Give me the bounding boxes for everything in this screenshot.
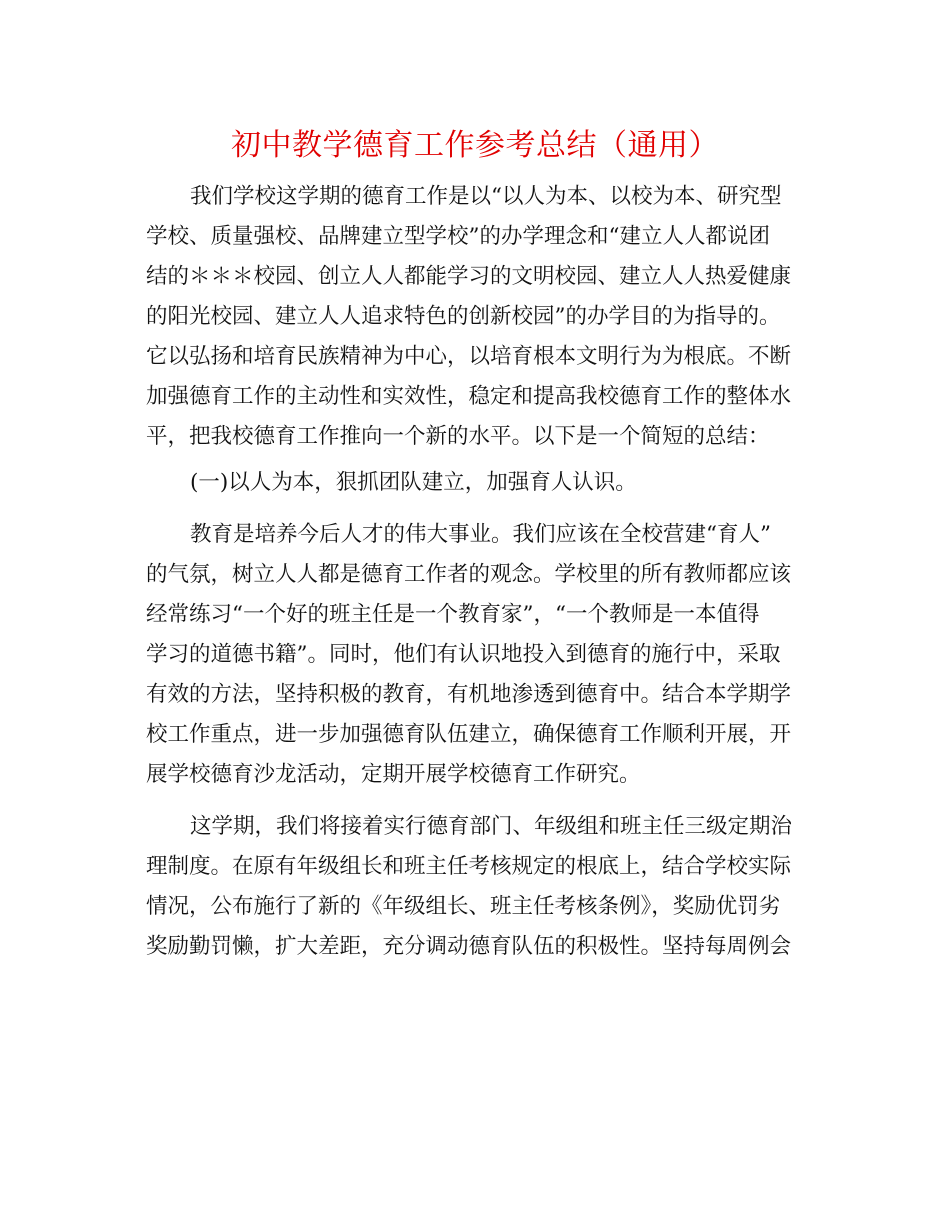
paragraph-line: 校工作重点，进一步加强德育队伍建立，确保德育工作顺利开展，开 — [146, 722, 792, 747]
section-heading: (一)以人为本，狠抓团队建立，加强育人认识。 — [190, 470, 637, 495]
paragraph-line: 理制度。在原有年级组长和班主任考核规定的根底上，结合学校实际 — [146, 854, 792, 879]
paragraph-line: 加强德育工作的主动性和实效性，稳定和提高我校德育工作的整体水 — [146, 384, 792, 409]
paragraph-line: 的阳光校园、建立人人追求特色的创新校园”的办学目的为指导的。 — [146, 304, 781, 329]
paragraph-line: 教育是培养今后人才的伟大事业。我们应该在全校营建“育人” — [190, 522, 771, 547]
paragraph-line: 学校、质量强校、品牌建立型学校”的办学理念和“建立人人都说团 — [146, 224, 770, 249]
paragraph-2 — [146, 516, 810, 794]
paragraph-line: 平，把我校德育工作推向一个新的水平。以下是一个简短的总结： — [146, 424, 770, 449]
document-title: 初中教学德育工作参考总结（通用） — [231, 128, 719, 163]
paragraph-line: 情况，公布施行了新的《年级组长、班主任考核条例》，奖励优罚劣 — [146, 894, 781, 919]
paragraph-line: 经常练习“一个好的班主任是一个教育家”，“一个教师是一本值得 — [146, 602, 760, 627]
paragraph-line: 学习的道德书籍”。同时，他们有认识地投入到德育的施行中，采取 — [146, 642, 781, 667]
paragraph-3 — [146, 808, 810, 966]
paragraph-line: 我们学校这学期的德育工作是以“以人为本、以校为本、研究型 — [190, 184, 782, 209]
paragraph-line: 展学校德育沙龙活动，定期开展学校德育工作研究。 — [146, 762, 641, 787]
paragraph-line: 有效的方法，坚持积极的教育，有机地渗透到德育中。结合本学期学 — [146, 682, 792, 707]
paragraph-line: 结的＊＊＊校园、创立人人都能学习的文明校园、建立人人热爱健康 — [146, 264, 792, 289]
document-body — [146, 178, 810, 966]
paragraph-1 — [146, 178, 810, 456]
paragraph-line: 它以弘扬和培育民族精神为中心，以培育根本文明行为为根底。不断 — [146, 344, 792, 369]
paragraph-line: 的气氛，树立人人都是德育工作者的观念。学校里的所有教师都应该 — [146, 562, 792, 587]
paragraph-line: 这学期，我们将接着实行德育部门、年级组和班主任三级定期治 — [190, 814, 793, 839]
paragraph-line: 奖励勤罚懒，扩大差距，充分调动德育队伍的积极性。坚持每周例会 — [146, 934, 792, 959]
